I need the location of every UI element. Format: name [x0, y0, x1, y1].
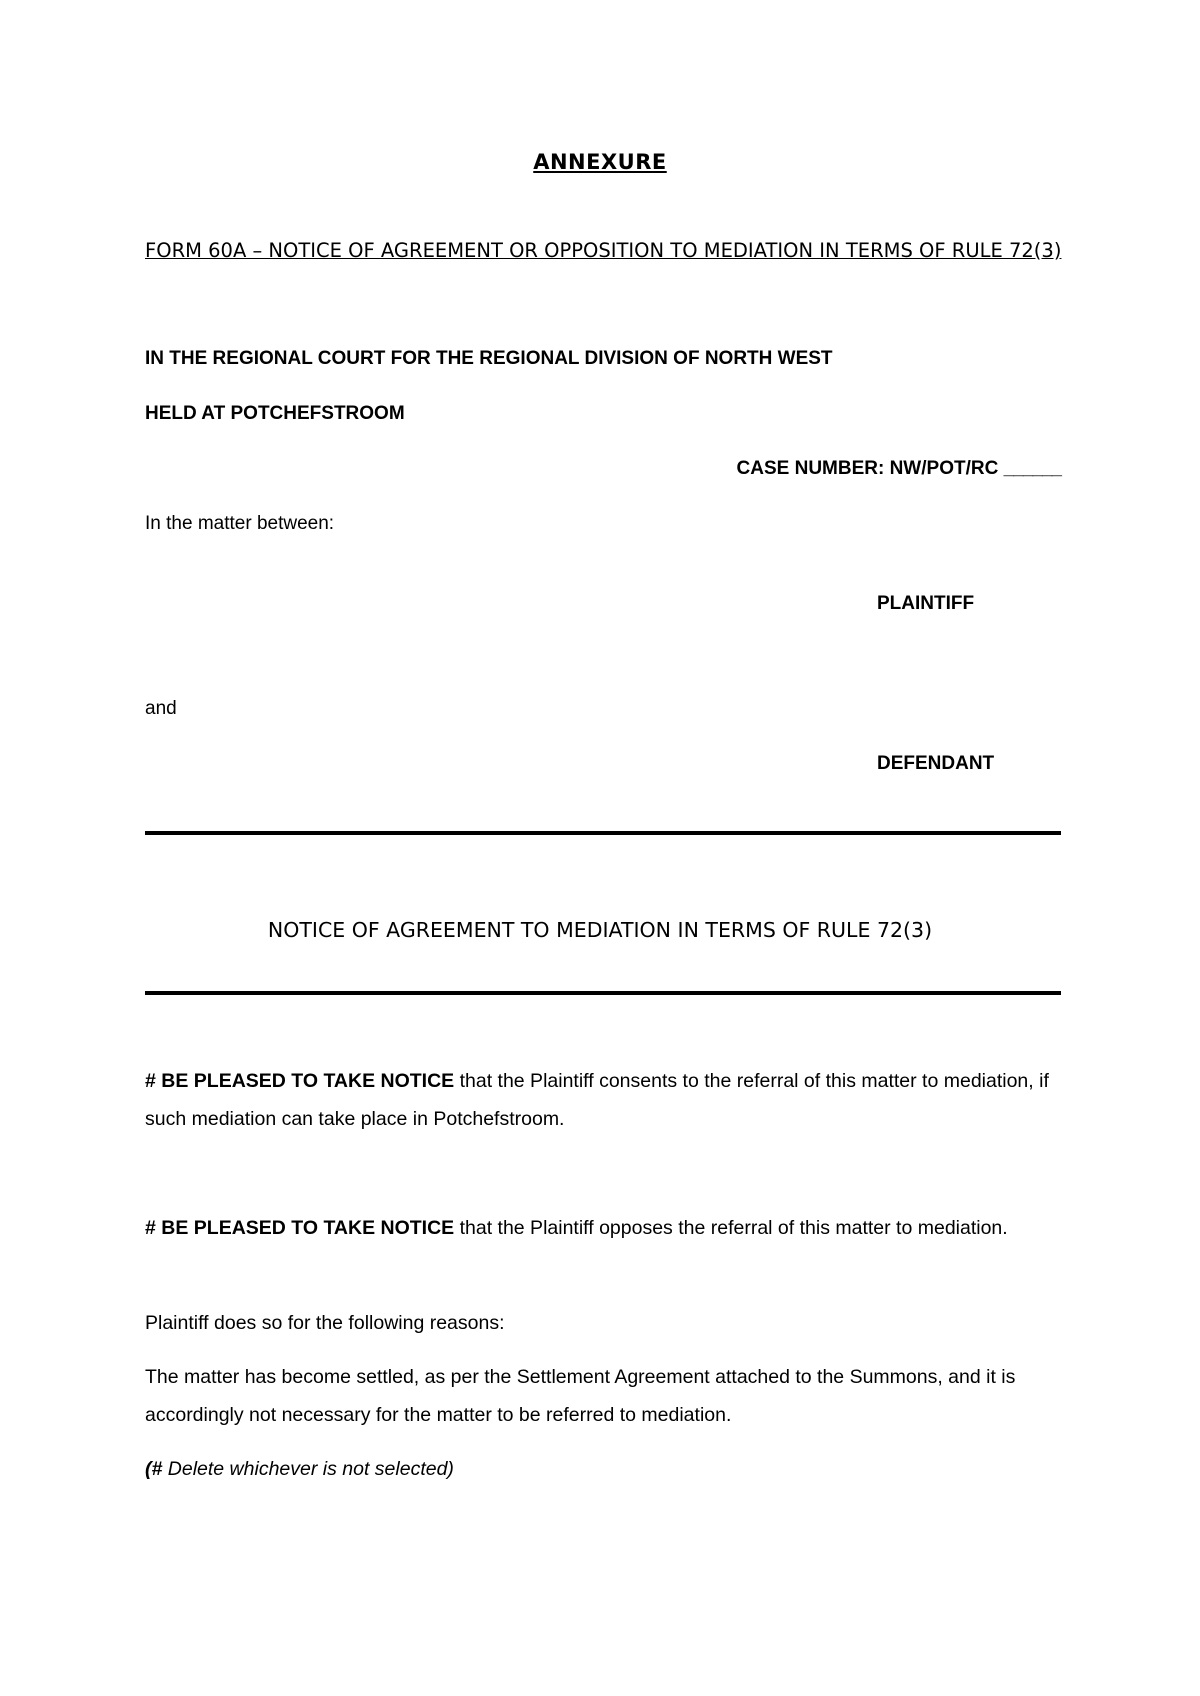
reason-text: The matter has become settled, as per the Settlement Agreement attached to the Summons, and it is accordingly not necessary for the matter to be referred to mediation. — [145, 1366, 1016, 1426]
notice-text: that the Plaintiff opposes the referral of this matter to mediation. — [454, 1217, 1008, 1239]
annexure-title: ANNEXURE — [533, 150, 667, 174]
hash-marker: # — [151, 1458, 163, 1480]
divider-top — [145, 831, 1061, 835]
notice-text: that the Plaintiff consents to the referral of this matter to mediation, if such mediation can take place in Potchefstroom. — [145, 1070, 1049, 1130]
notice-lead: BE PLEASED TO TAKE NOTICE — [155, 1217, 455, 1239]
court-line: IN THE REGIONAL COURT FOR THE REGIONAL DIVISION OF NORTH WEST — [145, 348, 833, 369]
case-number-blank: ______ — [1003, 458, 1061, 479]
footnote-open: ( — [145, 1458, 152, 1480]
defendant-label: DEFENDANT — [877, 753, 995, 774]
form-title: FORM 60A – NOTICE OF AGREEMENT OR OPPOSITION TO MEDIATION IN TERMS OF RULE 72(3) — [145, 239, 1062, 262]
hash-marker: # — [145, 1070, 156, 1092]
reasons-intro: Plaintiff does so for the following reasons: — [145, 1312, 505, 1334]
notice-paragraph-oppose — [145, 1209, 1061, 1247]
footnote — [145, 1458, 454, 1481]
and-label: and — [145, 698, 177, 719]
footnote-text: Delete whichever is not selected) — [162, 1458, 454, 1480]
plaintiff-label: PLAINTIFF — [877, 593, 975, 614]
notice-paragraph-consent — [145, 1062, 1061, 1138]
matter-between: In the matter between: — [145, 513, 335, 534]
notice-lead: BE PLEASED TO TAKE NOTICE — [155, 1070, 455, 1092]
divider-bottom — [145, 991, 1061, 995]
case-number — [737, 458, 1061, 480]
hash-marker: # — [145, 1217, 156, 1239]
case-number-label: CASE NUMBER: NW/POT/RC — [736, 458, 999, 479]
notice-heading: NOTICE OF AGREEMENT TO MEDIATION IN TERMS OF RULE 72(3) — [267, 918, 933, 942]
held-at-line: HELD AT POTCHEFSTROOM — [145, 403, 405, 424]
